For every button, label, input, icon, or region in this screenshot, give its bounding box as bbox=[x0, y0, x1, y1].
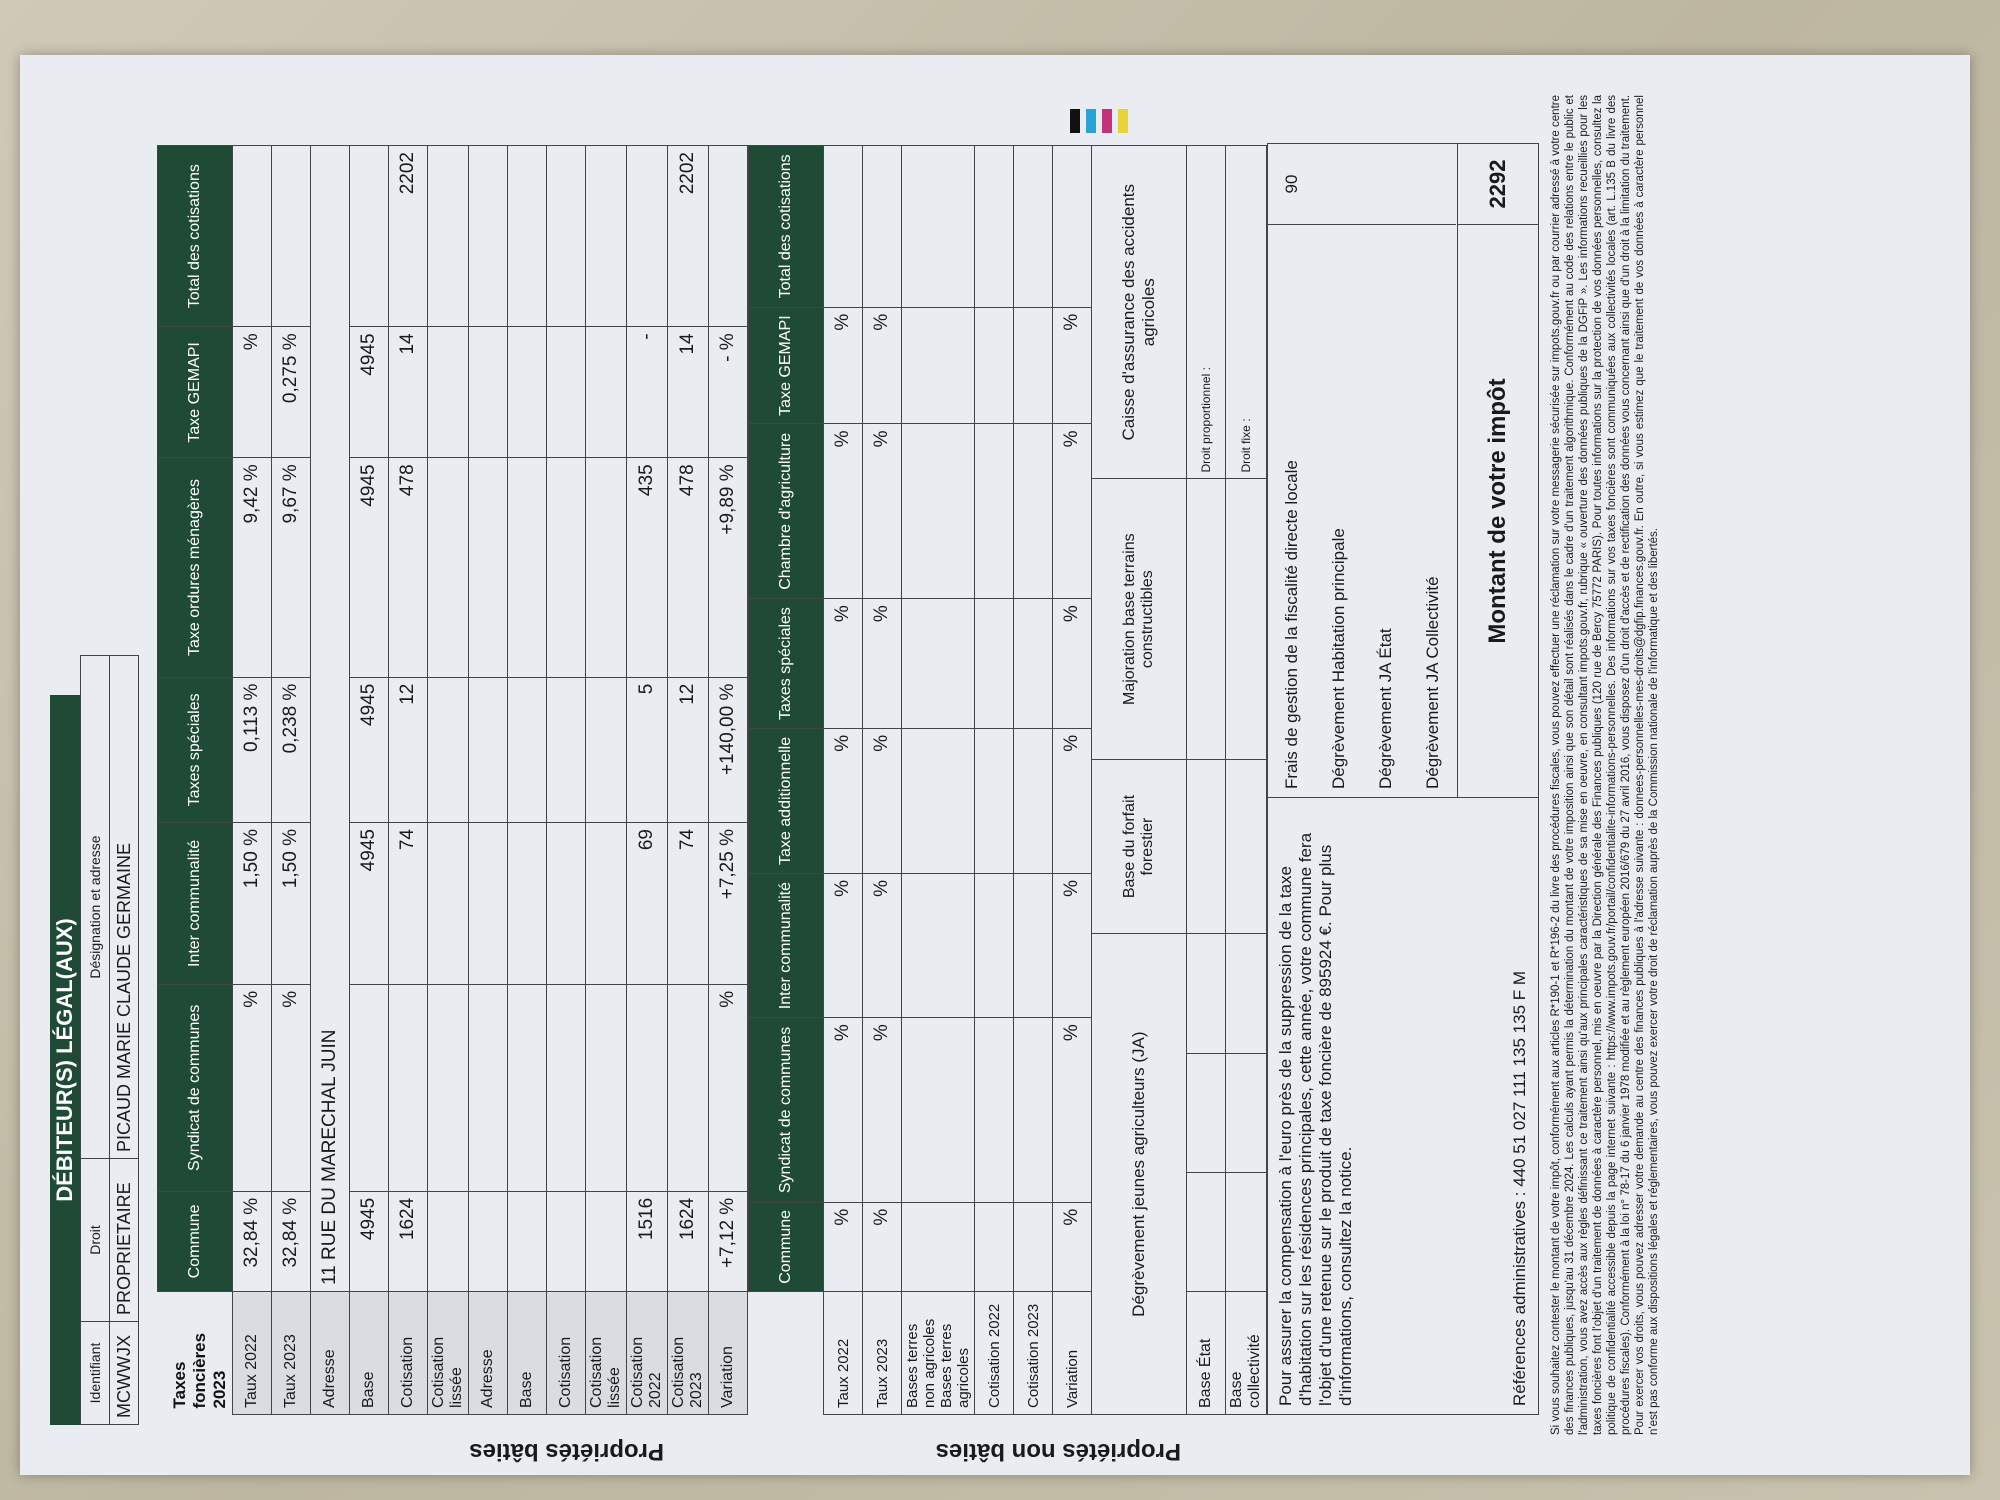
batie-cell: 5 bbox=[627, 677, 668, 822]
batie-cell: % bbox=[709, 984, 748, 1191]
summary-line-label: Frais de gestion de la fiscalité directe locale bbox=[1281, 460, 1301, 789]
nb-cell: % bbox=[824, 1202, 863, 1291]
identity-table bbox=[80, 655, 139, 1425]
batie-cell bbox=[428, 677, 469, 822]
nb-cell: % bbox=[863, 1018, 902, 1202]
batie-cell: 0,113 % bbox=[233, 677, 272, 822]
droit-label: Droit bbox=[81, 1159, 110, 1322]
batie-cell: +9,89 % bbox=[709, 458, 748, 677]
batie-cell bbox=[547, 146, 586, 327]
admin-references: Références administratives : 440 51 027 111 135 135 F M bbox=[1510, 970, 1529, 1406]
nb-cell: % bbox=[1053, 1202, 1092, 1291]
nb-cell bbox=[1014, 1202, 1053, 1291]
identifiant-label: Identifiant bbox=[81, 1322, 110, 1425]
nb-cell bbox=[1014, 728, 1053, 873]
batie-cell: 9,67 % bbox=[272, 458, 311, 677]
nb-cell: % bbox=[863, 424, 902, 599]
nb-cell bbox=[902, 424, 975, 599]
batie-col-header: Taxe ordures ménagères bbox=[158, 458, 233, 677]
batie-cell: 478 bbox=[668, 458, 709, 677]
nb-cell: % bbox=[824, 424, 863, 599]
nb-cell: % bbox=[824, 599, 863, 729]
batie-cell bbox=[709, 146, 748, 327]
batie-row bbox=[233, 146, 272, 1415]
batie-cell bbox=[508, 1191, 547, 1291]
batie-row-label: Taux 2022 bbox=[233, 1292, 272, 1415]
nb-cell bbox=[975, 1202, 1014, 1291]
nb-cell bbox=[975, 728, 1014, 873]
nb-col-header: Inter communalité bbox=[749, 873, 824, 1017]
batie-cell bbox=[428, 458, 469, 677]
nb-cell bbox=[975, 424, 1014, 599]
nb-row-label: Cotisation 2022 bbox=[975, 1292, 1014, 1415]
batie-cell: 9,42 % bbox=[233, 458, 272, 677]
nb-col-header: Taxe additionnelle bbox=[749, 728, 824, 873]
batie-cell bbox=[508, 327, 547, 458]
batie-cell bbox=[547, 327, 586, 458]
batie-cell: 1624 bbox=[668, 1191, 709, 1291]
summary-line-value: 90 bbox=[1268, 144, 1315, 225]
batie-row-label: Cotisation 2023 bbox=[668, 1292, 709, 1415]
batie-row bbox=[668, 146, 709, 1415]
batie-row-label: Base bbox=[508, 1292, 547, 1415]
batie-cell bbox=[469, 146, 508, 327]
compensation-note: Pour assurer la compensation à l'euro près de la suppression de la taxe d'habitation sur les résidences principales, cette année, votre commune fera l'objet d'une retenue sur le produit de taxe foncière de 895924 €. Pour plus d'informations, consultez la notice. bbox=[1276, 832, 1355, 1406]
nb-cell bbox=[863, 146, 902, 308]
non-batie-section bbox=[748, 95, 1267, 1465]
batie-cell: +7,25 % bbox=[709, 823, 748, 985]
nb-cell bbox=[1014, 424, 1053, 599]
identifiant-value: MCWWJX bbox=[110, 1322, 139, 1425]
sub-header-caisse: Caisse d'assurance des accidents agricoles bbox=[1092, 146, 1187, 479]
batie-cell: 4945 bbox=[350, 1191, 389, 1291]
batie-cell bbox=[350, 146, 389, 327]
nb-row-label: Bases terres non agricoles Bases terres agricoles bbox=[902, 1292, 975, 1415]
nb-col-header: Taxes spéciales bbox=[749, 599, 824, 729]
batie-cell bbox=[586, 984, 627, 1191]
rotated-document bbox=[20, 55, 1970, 1475]
batie-cell bbox=[627, 146, 668, 327]
summary-right bbox=[1268, 144, 1538, 797]
batie-cell bbox=[469, 823, 508, 985]
nb-cell: % bbox=[824, 873, 863, 1017]
nb-row bbox=[863, 146, 902, 1415]
summary-line-label: Dégrèvement Habitation principale bbox=[1328, 528, 1348, 789]
tax-notice-sheet bbox=[20, 55, 1970, 1475]
nb-cell: % bbox=[824, 728, 863, 873]
batie-cell bbox=[586, 146, 627, 327]
batie-cell: 4945 bbox=[350, 823, 389, 985]
nb-col-header: Taxe GEMAPI bbox=[749, 307, 824, 424]
batie-cell: 1,50 % bbox=[233, 823, 272, 985]
droit-proportionnel: Droit proportionnel : bbox=[1187, 146, 1226, 479]
summary-line-label: Dégrèvement JA État bbox=[1375, 628, 1395, 789]
batie-cell: 12 bbox=[668, 677, 709, 822]
batie-cell bbox=[547, 1191, 586, 1291]
batie-row bbox=[547, 146, 586, 1415]
batie-cell bbox=[547, 823, 586, 985]
summary-left bbox=[1268, 797, 1538, 1414]
nb-cell bbox=[1053, 146, 1092, 308]
batie-cell bbox=[547, 677, 586, 822]
nb-row bbox=[824, 146, 863, 1415]
batie-row bbox=[272, 146, 311, 1415]
batie-cell: 478 bbox=[389, 458, 428, 677]
batie-address: 11 RUE DU MARECHAL JUIN bbox=[311, 146, 350, 1292]
batie-cell bbox=[469, 984, 508, 1191]
nb-cell bbox=[902, 728, 975, 873]
batie-cell bbox=[469, 458, 508, 677]
batie-cell: 4945 bbox=[350, 677, 389, 822]
batie-row-label: Adresse bbox=[469, 1292, 508, 1415]
batie-cell: 2202 bbox=[389, 146, 428, 327]
batie-cell bbox=[586, 1191, 627, 1291]
batie-col-header: Taxe GEMAPI bbox=[158, 327, 233, 458]
batie-row bbox=[428, 146, 469, 1415]
nb-cell bbox=[1014, 873, 1053, 1017]
nb-cell bbox=[902, 873, 975, 1017]
batie-row bbox=[350, 146, 389, 1415]
batie-cell bbox=[469, 1191, 508, 1291]
batie-cell: 74 bbox=[668, 823, 709, 985]
nb-col-header: Total des cotisations bbox=[749, 146, 824, 308]
batie-row bbox=[389, 146, 428, 1415]
batie-cell bbox=[547, 984, 586, 1191]
batie-table bbox=[157, 145, 748, 1415]
batie-row-label: Cotisation bbox=[547, 1292, 586, 1415]
batie-cell bbox=[668, 984, 709, 1191]
nb-cell: % bbox=[1053, 728, 1092, 873]
sub-header-ja: Dégrèvement jeunes agriculteurs (JA) bbox=[1092, 934, 1187, 1415]
droit-value: PROPRIETAIRE bbox=[110, 1159, 139, 1322]
batie-cell: - % bbox=[709, 327, 748, 458]
batie-cell bbox=[350, 984, 389, 1191]
batie-cell bbox=[428, 1191, 469, 1291]
nb-row-label: Variation bbox=[1053, 1292, 1092, 1415]
nb-cell: % bbox=[863, 728, 902, 873]
nb-row-label: Taux 2022 bbox=[824, 1292, 863, 1415]
batie-cell bbox=[469, 677, 508, 822]
batie-col-header: Taxes spéciales bbox=[158, 677, 233, 822]
batie-row bbox=[709, 146, 748, 1415]
batie-col-header: Syndicat de communes bbox=[158, 984, 233, 1191]
batie-col-header: Total des cotisations bbox=[158, 146, 233, 327]
batie-cell: 14 bbox=[389, 327, 428, 458]
non-batie-extra-table bbox=[1091, 145, 1267, 1415]
batie-row bbox=[508, 146, 547, 1415]
batie-cell bbox=[586, 458, 627, 677]
nb-cell bbox=[1014, 599, 1053, 729]
batie-row-label: Cotisation lissée bbox=[428, 1292, 469, 1415]
batie-row-label: Variation bbox=[709, 1292, 748, 1415]
nb-cell: % bbox=[1053, 873, 1092, 1017]
nb-cell bbox=[902, 307, 975, 424]
batie-section bbox=[157, 95, 748, 1465]
nb-cell bbox=[975, 307, 1014, 424]
batie-row-label: Cotisation 2022 bbox=[627, 1292, 668, 1415]
nb-cell bbox=[975, 146, 1014, 308]
nb-cell bbox=[975, 873, 1014, 1017]
batie-cell: 69 bbox=[627, 823, 668, 985]
batie-cell: 2202 bbox=[668, 146, 709, 327]
sub-header-forfait: Base du forfait forestier bbox=[1092, 759, 1187, 933]
batie-cell: 0,238 % bbox=[272, 677, 311, 822]
summary-line bbox=[1409, 144, 1456, 797]
batie-cell bbox=[428, 984, 469, 1191]
nb-cell: % bbox=[824, 307, 863, 424]
total-value: 2292 bbox=[1458, 144, 1538, 225]
nb-cell: % bbox=[824, 1018, 863, 1202]
sub-header-majoration: Majoration base terrains constructibles bbox=[1092, 479, 1187, 759]
nb-row-label: Taux 2023 bbox=[863, 1292, 902, 1415]
summary-box bbox=[1267, 143, 1539, 1415]
nb-cell bbox=[824, 146, 863, 308]
nb-row bbox=[1053, 146, 1092, 1415]
batie-cell: 1516 bbox=[627, 1191, 668, 1291]
batie-cell: 1624 bbox=[389, 1191, 428, 1291]
batie-section-label: Propriétés bâties bbox=[469, 1438, 665, 1465]
batie-row-label: Adresse bbox=[311, 1292, 350, 1415]
batie-cell: 0,275 % bbox=[272, 327, 311, 458]
batie-row-label: Base bbox=[350, 1292, 389, 1415]
summary-line-label: Dégrèvement JA Collectivité bbox=[1422, 576, 1442, 789]
batie-cell bbox=[547, 458, 586, 677]
summary-line-value bbox=[1315, 144, 1362, 225]
debiteurs-header: DÉBITEUR(S) LÉGAL(AUX) bbox=[50, 695, 80, 1425]
nb-cell bbox=[902, 1018, 975, 1202]
designation-label: Désignation et adresse bbox=[81, 656, 110, 1159]
nb-cell: % bbox=[863, 873, 902, 1017]
designation-value: PICAUD MARIE CLAUDE GERMAINE bbox=[110, 656, 139, 1159]
batie-cell bbox=[272, 146, 311, 327]
legal-footnote: Si vous souhaitez contester le montant de votre impôt, conformément aux articles R*190-1 et R*196-2 du livre des procédures fiscales, vous pouvez effectuer une réclamation sur votre messagerie sécurisée sur impots.gouv.fr ou par courrier adressé à votre centre des finances publiques, jusqu'au 31 décembre 2024. Les calculs ayant permis la détermination du montant de votre imposition ainsi que son détail sont réalisés dans le cadre d'un traitement algorithmique. Conformément au code des relations entre le public et l'administration, vous avez accès aux règles définissant ce traitement ainsi qu'aux principales caractéristiques de sa mise en oeuvre, en consultant impots.gouv.fr, rubrique « ouverture des données publiques de la DGFiP ». Les informations recueillies pour les taxes foncières font l'objet d'un traitement de données à caractère personnel, mis en oeuvre par la Direction générale des Finances publiques (120 rue de Bercy 75772 PARIS). Pour toutes informations sur la protection de vos données personnelles, consultez la politique de confidentialité accessible depuis la page internet suivante : https://www.impots.gouv.fr/portail/confidentialite-informations-personnelles. Des informations sur vos taxes foncières sont communiquées aux collectivités locales (art. L.135 B du livre des procédures fiscales). Conformément à la loi n° 78-17 du 6 janvier 1978 modifiée et au règlement européen 2016/679 du 27 avril 2016, vous disposez d'un droit d'accès et de rectification des données vous concernant ainsi que d'un droit à la limitation du traitement. Pour exercer vos droits, vous pouvez adresser votre demande au centre des finances publiques à l'adresse suivante : donnees-personnelles-mes-droits@dgfip.finances.gouv.fr. En outre, si vous estimez que le traitement de vos données à caractère personnel n'est pas conforme aux dispositions légales et réglementaires, vous pouvez exercer votre droit de réclamation auprès de la Commission nationale de l'informatique et des libertés. bbox=[1550, 95, 1660, 1435]
batie-col-header: Inter communalité bbox=[158, 823, 233, 985]
batie-row-label: Taux 2023 bbox=[272, 1292, 311, 1415]
nb-cell: % bbox=[1053, 599, 1092, 729]
batie-cell: 1,50 % bbox=[272, 823, 311, 985]
batie-row-label: Cotisation lissée bbox=[586, 1292, 627, 1415]
nb-cell bbox=[902, 146, 975, 308]
nb-cell bbox=[1014, 1018, 1053, 1202]
summary-line bbox=[1362, 144, 1409, 797]
batie-row bbox=[311, 146, 350, 1415]
non-batie-section-label: Propriétés non bâties bbox=[935, 1438, 1181, 1465]
summary-line bbox=[1315, 144, 1362, 797]
batie-cell bbox=[428, 327, 469, 458]
batie-cell: 4945 bbox=[350, 458, 389, 677]
batie-cell bbox=[389, 984, 428, 1191]
nb-cell: % bbox=[1053, 1018, 1092, 1202]
batie-cell bbox=[586, 677, 627, 822]
batie-cell bbox=[508, 458, 547, 677]
batie-cell bbox=[428, 146, 469, 327]
nb-cell: % bbox=[863, 307, 902, 424]
nb-cell: % bbox=[863, 1202, 902, 1291]
batie-cell: 4945 bbox=[350, 327, 389, 458]
nb-row bbox=[902, 146, 975, 1415]
nb-col-header: Syndicat de communes bbox=[749, 1018, 824, 1202]
nb-col-header: Commune bbox=[749, 1202, 824, 1291]
batie-cell bbox=[469, 327, 508, 458]
batie-cell: 12 bbox=[389, 677, 428, 822]
batie-cell bbox=[428, 823, 469, 985]
batie-cell bbox=[586, 823, 627, 985]
nb-cell bbox=[902, 1202, 975, 1291]
nb-cell: % bbox=[1053, 307, 1092, 424]
batie-cell bbox=[508, 823, 547, 985]
batie-cell bbox=[233, 146, 272, 327]
batie-cell bbox=[508, 677, 547, 822]
nb-row bbox=[1014, 146, 1053, 1415]
batie-row-label: Cotisation bbox=[389, 1292, 428, 1415]
batie-col-header: Commune bbox=[158, 1191, 233, 1291]
base-collectivite-label: Base collectivité bbox=[1226, 1292, 1267, 1415]
nb-cell bbox=[902, 599, 975, 729]
droit-fixe: Droit fixe : bbox=[1226, 146, 1267, 479]
batie-row bbox=[627, 146, 668, 1415]
batie-cell: +7,12 % bbox=[709, 1191, 748, 1291]
batie-cell bbox=[508, 984, 547, 1191]
batie-row bbox=[469, 146, 508, 1415]
nb-cell bbox=[1014, 307, 1053, 424]
summary-line-value bbox=[1362, 144, 1409, 225]
batie-cell: +140,00 % bbox=[709, 677, 748, 822]
batie-cell: - bbox=[627, 327, 668, 458]
total-row bbox=[1457, 144, 1538, 797]
nb-col-header: Chambre d'agriculture bbox=[749, 424, 824, 599]
nb-cell bbox=[975, 1018, 1014, 1202]
batie-cell: % bbox=[272, 984, 311, 1191]
batie-caption: Taxes foncières 2023 bbox=[170, 1332, 229, 1409]
nb-cell bbox=[1014, 146, 1053, 308]
base-etat-label: Base État bbox=[1187, 1292, 1226, 1415]
batie-cell: 32,84 % bbox=[272, 1191, 311, 1291]
batie-cell bbox=[508, 146, 547, 327]
batie-cell: 32,84 % bbox=[233, 1191, 272, 1291]
batie-row bbox=[586, 146, 627, 1415]
batie-cell bbox=[586, 327, 627, 458]
batie-cell: % bbox=[233, 327, 272, 458]
nb-cell: % bbox=[863, 599, 902, 729]
batie-cell: 435 bbox=[627, 458, 668, 677]
batie-cell bbox=[627, 984, 668, 1191]
summary-line-value bbox=[1409, 144, 1456, 225]
non-batie-table bbox=[748, 145, 1092, 1415]
nb-cell bbox=[975, 599, 1014, 729]
batie-cell: 74 bbox=[389, 823, 428, 985]
nb-cell: % bbox=[1053, 424, 1092, 599]
nb-row bbox=[975, 146, 1014, 1415]
nb-row-label: Cotisation 2023 bbox=[1014, 1292, 1053, 1415]
total-label: Montant de votre impôt bbox=[1484, 378, 1511, 644]
batie-cell: % bbox=[233, 984, 272, 1191]
summary-line bbox=[1268, 144, 1315, 797]
batie-cell: 14 bbox=[668, 327, 709, 458]
